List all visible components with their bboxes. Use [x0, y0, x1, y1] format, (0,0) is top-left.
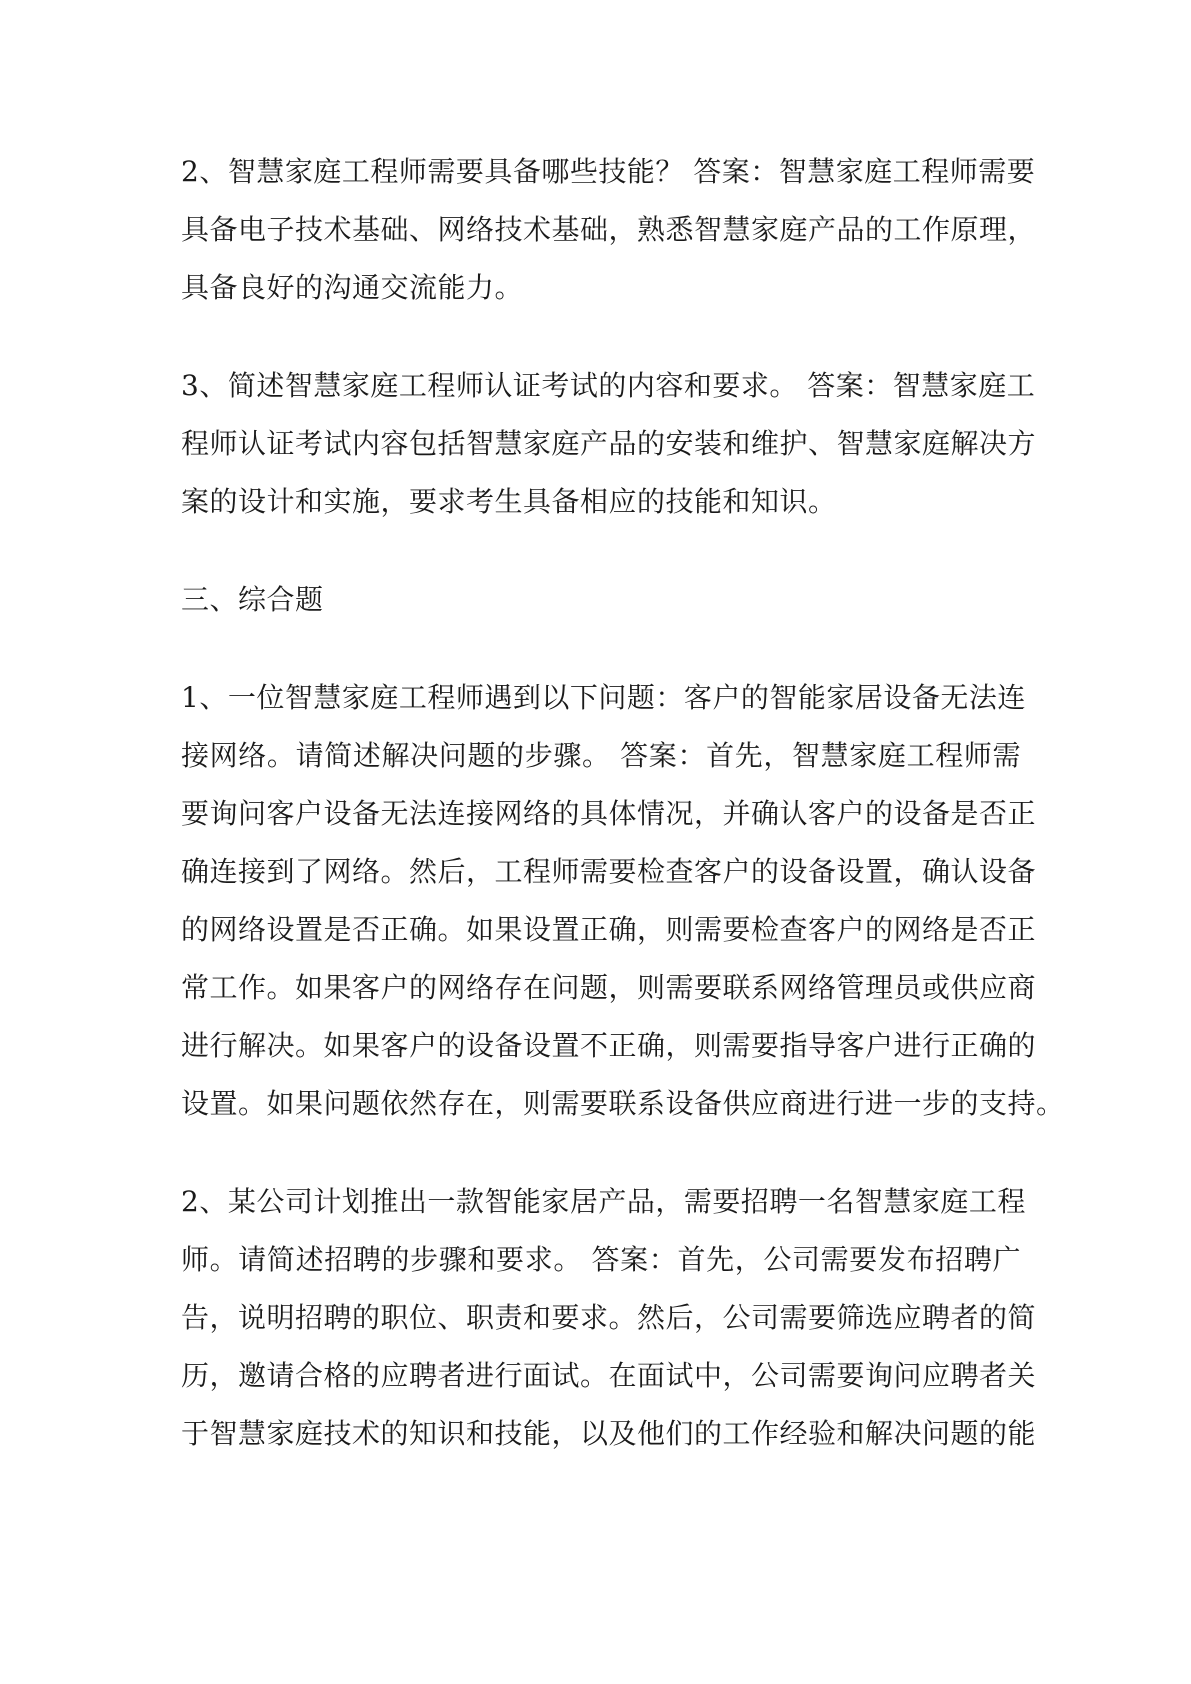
section-heading-comprehensive: [181, 571, 1021, 629]
question-2-line-3: 具备良好的沟通交流能力。: [181, 271, 524, 304]
paragraph-spacer: [181, 1133, 1021, 1173]
paragraph-spacer: [181, 531, 1021, 571]
comprehensive-2-line-4: 历，邀请合格的应聘者进行面试。在面试中，公司需要询问应聘者关: [181, 1359, 1037, 1392]
comprehensive-1-line-8: 设置。如果问题依然存在，则需要联系设备供应商进行进一步的支持。: [181, 1087, 1065, 1120]
question-3-line-3: 案的设计和实施，要求考生具备相应的技能和知识。: [181, 485, 837, 518]
comprehensive-2-line-2: 师。请简述招聘的步骤和要求。 答案：首先，公司需要发布招聘广: [181, 1243, 1021, 1276]
comprehensive-2-line-5: 于智慧家庭技术的知识和技能，以及他们的工作经验和解决问题的能: [181, 1417, 1037, 1450]
comprehensive-question-1: [181, 669, 1065, 1133]
section-heading-text: 三、综合题: [181, 583, 324, 616]
document-body: [181, 143, 1065, 1463]
question-3-exam: [181, 357, 1037, 531]
comprehensive-2-line-1: 2、某公司计划推出一款智能家居产品，需要招聘一名智慧家庭工程: [181, 1185, 1026, 1218]
comprehensive-1-line-1: 1、一位智慧家庭工程师遇到以下问题：客户的智能家居设备无法连: [181, 681, 1026, 714]
paragraph-spacer: [181, 629, 1021, 669]
question-2-skills: [181, 143, 1037, 317]
question-3-line-2: 程师认证考试内容包括智慧家庭产品的安装和维护、智慧家庭解决方: [181, 427, 1037, 460]
paragraph-spacer: [181, 317, 1021, 357]
comprehensive-1-line-2: 接网络。请简述解决问题的步骤。 答案：首先，智慧家庭工程师需: [181, 739, 1021, 772]
comprehensive-1-line-7: 进行解决。如果客户的设备设置不正确，则需要指导客户进行正确的: [181, 1029, 1037, 1062]
comprehensive-1-line-6: 常工作。如果客户的网络存在问题，则需要联系网络管理员或供应商: [181, 971, 1037, 1004]
comprehensive-1-line-5: 的网络设置是否正确。如果设置正确，则需要检查客户的网络是否正: [181, 913, 1037, 946]
comprehensive-question-2: [181, 1173, 1037, 1463]
question-3-line-1: 3、简述智慧家庭工程师认证考试的内容和要求。 答案：智慧家庭工: [181, 369, 1036, 402]
comprehensive-1-line-4: 确连接到了网络。然后，工程师需要检查客户的设备设置，确认设备: [181, 855, 1037, 888]
comprehensive-2-line-3: 告，说明招聘的职位、职责和要求。然后，公司需要筛选应聘者的简: [181, 1301, 1037, 1334]
question-2-line-1: 2、智慧家庭工程师需要具备哪些技能？ 答案：智慧家庭工程师需要: [181, 155, 1036, 188]
question-2-line-2: 具备电子技术基础、网络技术基础，熟悉智慧家庭产品的工作原理，: [181, 213, 1037, 246]
comprehensive-1-line-3: 要询问客户设备无法连接网络的具体情况，并确认客户的设备是否正: [181, 797, 1037, 830]
